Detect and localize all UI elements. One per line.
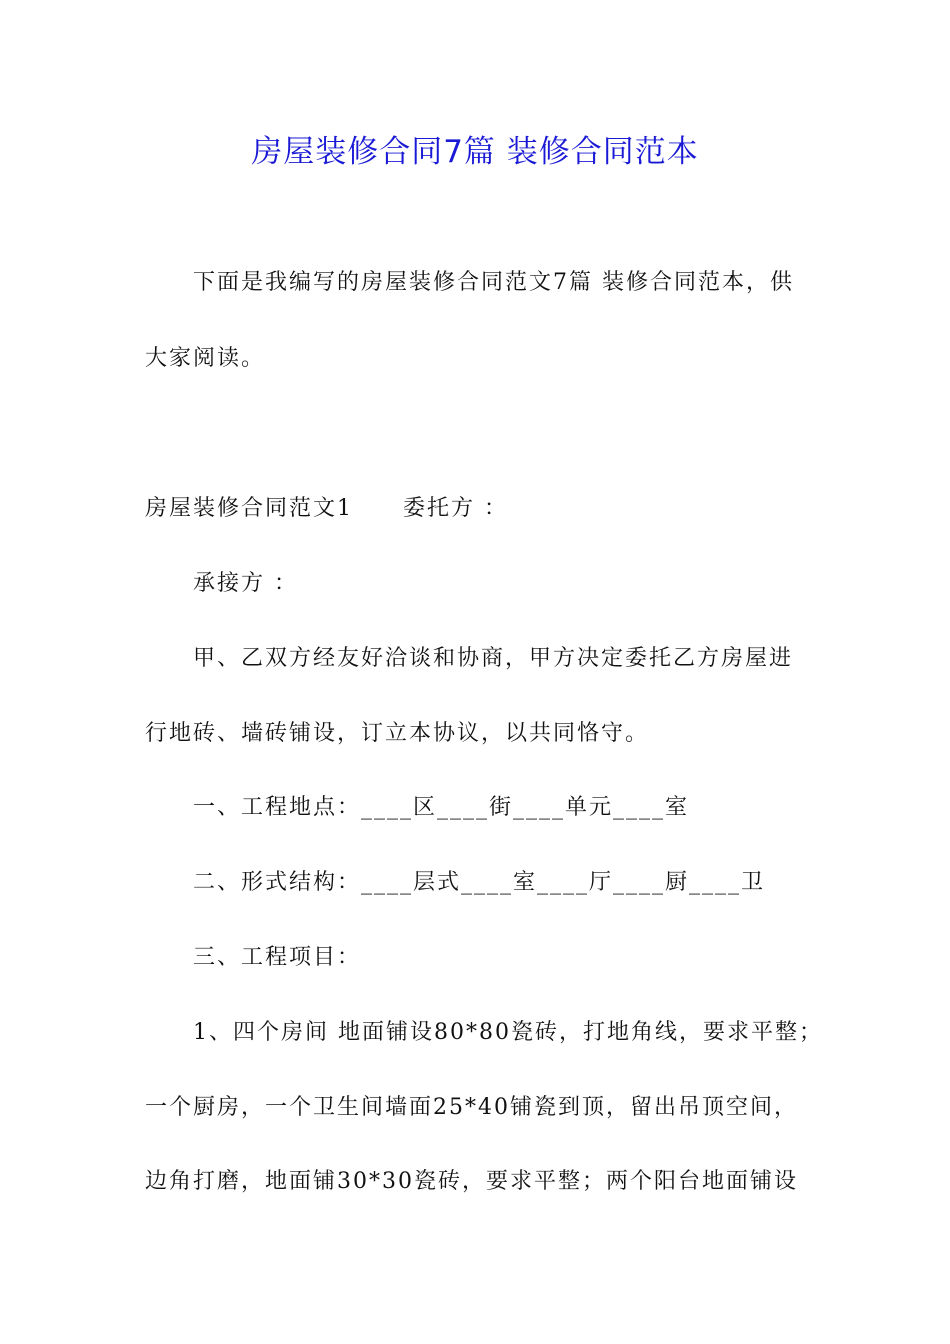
paragraph-line-2: 行地砖、墙砖铺设，订立本协议，以共同恪守。 <box>145 721 650 746</box>
clause-items-heading: 三、工程项目： <box>193 945 362 970</box>
clause-location: 一、工程地点：____区____街____单元____室 <box>193 795 690 820</box>
item-line-1: 1、四个房间 地面铺设80*80瓷砖，打地角线，要求平整； <box>193 1020 823 1045</box>
item-line-3: 边角打磨，地面铺30*30瓷砖，要求平整；两个阳台地面铺设 <box>145 1169 798 1194</box>
item-line-2: 一个厨房，一个卫生间墙面25*40铺瓷到顶，留出吊顶空间， <box>145 1095 798 1120</box>
section-heading-line <box>145 492 815 526</box>
paragraph-line-1: 甲、乙双方经友好洽谈和协商，甲方决定委托乙方房屋进 <box>193 646 794 671</box>
section-heading: 房屋装修合同范文1 <box>145 496 353 521</box>
client-party-label: 委托方 ： <box>403 496 508 521</box>
contractor-party-label: 承接方 ： <box>193 571 298 596</box>
intro-line-1: 下面是我编写的房屋装修合同范文7篇 装修合同范本，供 <box>193 270 794 295</box>
clause-structure: 二、形式结构：____层式____室____厅____厨____卫 <box>193 870 766 895</box>
document-title: 房屋装修合同7篇 装修合同范本 <box>251 134 699 170</box>
intro-line-2: 大家阅读。 <box>145 346 266 371</box>
